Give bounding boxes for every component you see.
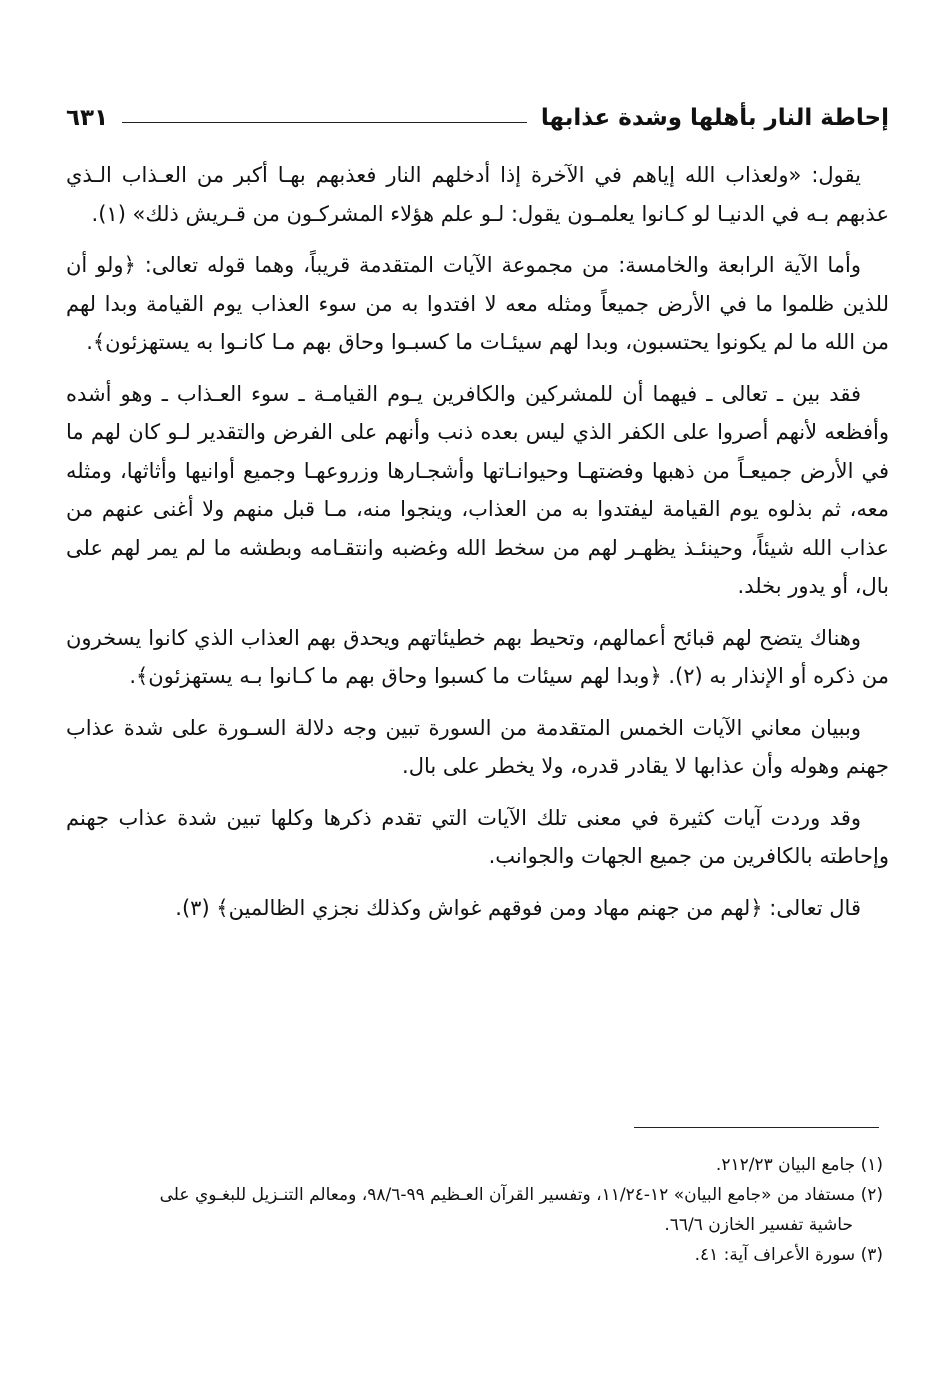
footnotes [66,1150,883,1270]
main-text [66,156,889,940]
footnote: (٢) مستفاد من «جامع البيان» ١٢-١١/٢٤، وتفسير القرآن العـظيم ٩٩-٩٨/٦، ومعالم التنـزيل للبغـوي على [159,1185,883,1205]
paragraph: يقول: «ولعذاب الله إياهم في الآخرة إذا أدخلهم النار فعذبهم بهـا أكبر من العـذاب الـذي عذبهم بـه في الدنيـا لو كـانوا يعلمـون يقول: لـو علم هؤلاء المشركـون من قـريش ذلك» (١). [66,163,889,226]
paragraph: وقد وردت آيات كثيرة في معنى تلك الآيات التي تقدم ذكرها وكلها تبين شدة عذاب جهنم وإحاطته بالكافرين من جميع الجهات والجوانب. [66,805,889,868]
running-title: إحاطة النار بأهلها وشدة عذابها [540,105,889,131]
page-header [66,98,889,138]
paragraph: وهناك يتضح لهم قبائح أعمالهم، وتحيط بهم خطيئاتهم ويحدق بهم العذاب الذي كانوا يسخرون من ذكره أو الإنذار به (٢). ﴿وبدا لهم سيئات ما كسبوا وحاق بهم ما كـانوا بـه يستهزئون﴾. [66,625,889,688]
paragraph: وأما الآية الرابعة والخامسة: من مجموعة الآيات المتقدمة قريباً، وهما قوله تعالى: ﴿ولو أن للذين ظلموا ما في الأرض جميعاً ومثله معه لا افتدوا به من سوء العذاب يوم القيامة وبدا لهم من الله ما لم يكونوا يحتسبون، وبدا لهم سيئـات ما كسبـوا وحاق بهم مـا كانـوا به يستهزئون﴾. [66,253,889,354]
footnote-divider [634,1127,879,1128]
paragraph: وببيان معاني الآيات الخمس المتقدمة من السورة تبين وجه دلالة السـورة على شدة عذاب جهنم وهوله وأن عذابها لا يقادر قدره، ولا يخطر على بال. [66,715,889,778]
footnote: (١) جامع البيان ٢١٢/٢٣. [715,1155,883,1175]
paragraph: فقد بين ـ تعالى ـ فيهما أن للمشركين والكافرين يـوم القيامـة ـ سوء العـذاب ـ وهو أشده وأفظعه لأنهم أصروا على الكفر الذي ليس بعده ذنب وأنهم على الفرض والتقدير لـو كان لهم ما في الأرض جميعـاً من ذهبها وفضتهـا وحيوانـاتها وأشجـارها وزروعهـا وجميع أوانيها وأثاثها، ومثله معه، ثم بذلوه يوم القيامة ليفتدوا به من العذاب، وينجوا منه، مـا قبل منهم ولا أغنى عنهم من عذاب الله شيئاً، وحينئـذ يظهـر لهم من سخط الله وغضبه وانتقـامه وبطشه ما لم يمر لهم على بال، أو يدور بخلد. [66,381,889,598]
footnote-continuation: حاشية تفسير الخازن ٦٦/٦. [664,1215,853,1235]
header-rule [122,122,527,123]
footnote: (٣) سورة الأعراف آية: ٤١. [694,1245,883,1265]
paragraph: قال تعالى: ﴿لهم من جهنم مهاد ومن فوقهم غواش وكذلك نجزي الظالمين﴾ (٣). [175,895,861,920]
page-number: ٦٣١ [66,105,109,131]
